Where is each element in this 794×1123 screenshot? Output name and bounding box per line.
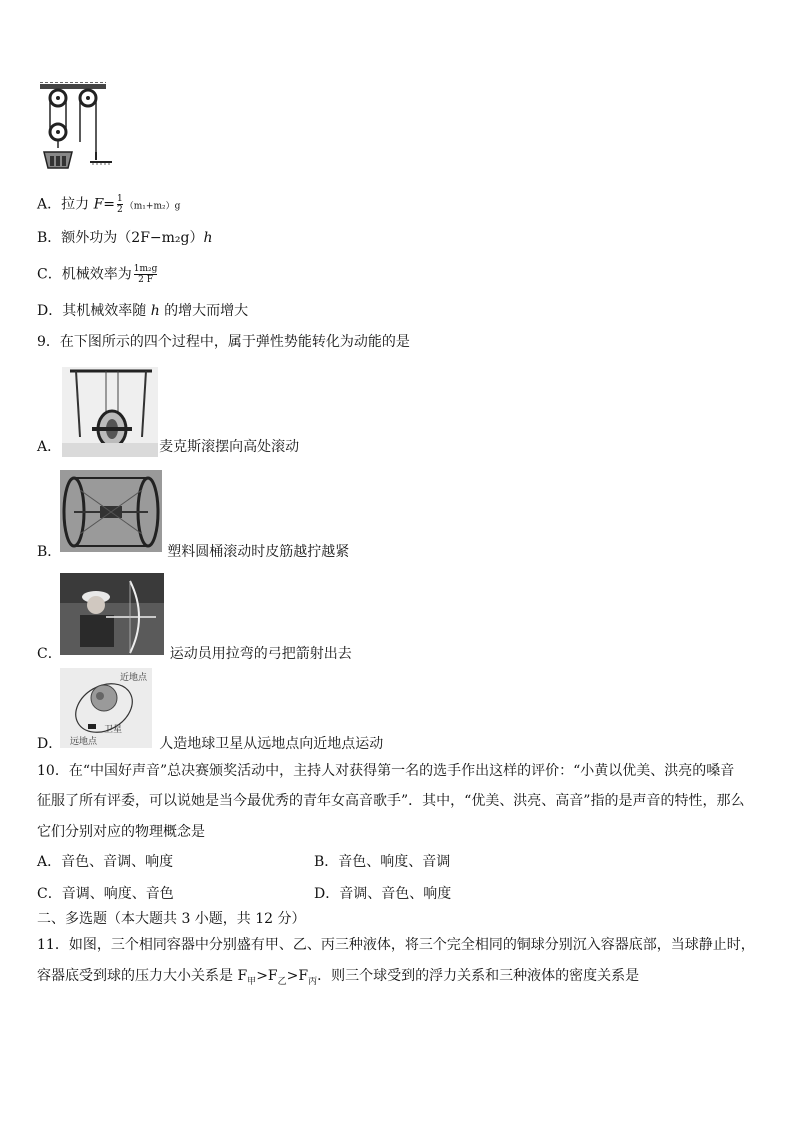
q9-option-b: B． 塑料圆桶滚动时皮筋越拧越紧	[37, 544, 350, 560]
archer-image	[60, 573, 164, 655]
q11-stem-line1: 11．如图，三个相同容器中分别盛有甲、乙、丙三种液体，将三个完全相同的铜球分别沉入容器底部，当球静止时，	[37, 937, 755, 953]
near-point-label: 近地点	[120, 673, 148, 683]
q10-stem-line2: 征服了所有评委，可以说她是当今最优秀的青年女高音歌手”．其中，“优美、洪亮、高音”指的是声音的特性，那么	[37, 793, 745, 809]
q9-option-c: C． 运动员用拉弯的弓把箭射出去	[37, 646, 352, 662]
q8-option-a: A．拉力 F= $\frac{1}{2}$ （m₁+m₂）g	[37, 194, 181, 215]
far-point-label: 远地点	[70, 737, 98, 747]
q11-stem-line2: 容器底受到球的压力大小关系是 $F_甲>F_乙>F_丙$．则三个球受到的浮力关系和三种液体的密度关系是	[37, 968, 640, 987]
q10-option-c: C．音调、响度、音色	[37, 886, 174, 902]
q10-option-d: D．音调、音色、响度	[314, 886, 452, 902]
q8-option-b: B．额外功为（2F−m₂g）h	[37, 230, 213, 246]
q9-option-d: D． 人造地球卫星从远地点向近地点运动	[37, 736, 384, 752]
q10-stem-line3: 它们分别对应的物理概念是	[37, 824, 205, 840]
pulley-figure	[36, 82, 116, 172]
q9-stem: 9．在下图所示的四个过程中，属于弹性势能转化为动能的是	[37, 334, 410, 350]
plastic-drum-image	[60, 470, 162, 552]
section-heading: 二、多选题（本大题共 3 小题，共 12 分）	[37, 911, 306, 927]
q8-option-c: C．机械效率为 $\frac{\text{1m₂g}}{2 F}$	[37, 264, 158, 285]
q9-option-a: A． 麦克斯滚摆向高处滚动	[37, 439, 300, 455]
q10-option-b: B．音色、响度、音调	[314, 854, 451, 870]
q10-option-a: A．音色、音调、响度	[37, 854, 174, 870]
fraction: $\frac{\text{1m₂g}}{2 F}$	[133, 264, 158, 285]
q10-stem-line1: 10．在“中国好声音”总决赛颁奖活动中，主持人对获得第一名的选手作出这样的评价：“小黄以优美、洪亮的嗓音	[37, 763, 735, 779]
fraction: $\frac{1}{2}$	[117, 194, 123, 215]
q8-option-d: D．其机械效率随 h 的增大而增大	[37, 303, 249, 319]
satellite-label: 卫星	[104, 725, 123, 735]
